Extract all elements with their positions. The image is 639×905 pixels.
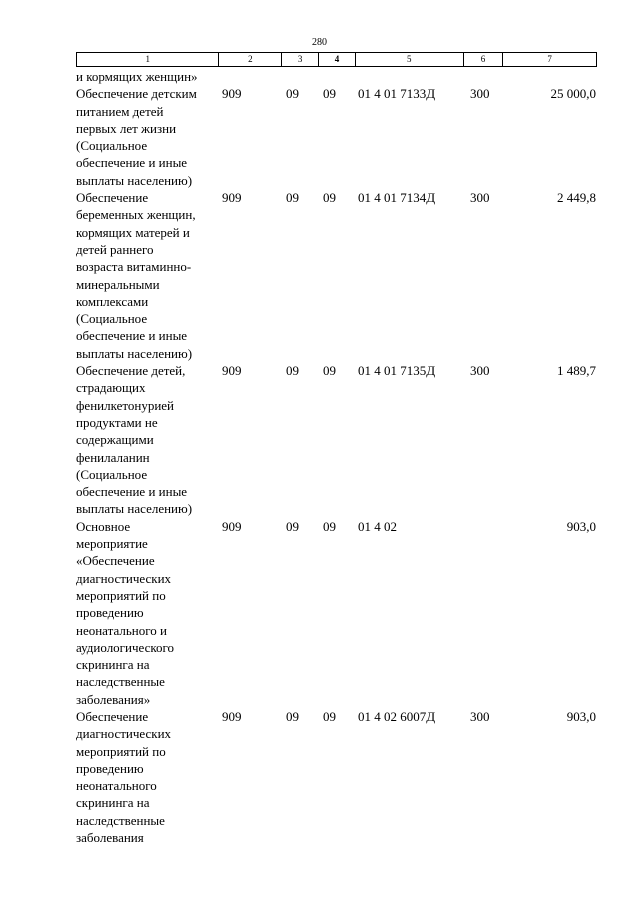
row-target-code: 01 4 01 7135Д bbox=[358, 363, 436, 379]
row-description: Обеспечение детским питанием детей первых лет жизни (Социальное обеспечение и иные выплаты населению) bbox=[76, 86, 197, 188]
row-kind-code: 300 bbox=[470, 190, 490, 206]
row-amount: 903,0 bbox=[566, 708, 596, 724]
table-header bbox=[76, 52, 597, 67]
row-section-code: 09 bbox=[286, 363, 299, 379]
table-body bbox=[76, 68, 597, 846]
table-row bbox=[76, 362, 597, 518]
row-kind-code bbox=[464, 518, 504, 708]
row-description: Обеспечение диагностических мероприятий по проведению неонатального скрининга на наследственные заболевания bbox=[76, 708, 172, 846]
header-col-3: 3 bbox=[282, 53, 319, 66]
row-subsection-code: 09 bbox=[323, 86, 336, 102]
row-ministry-code: 909 bbox=[222, 86, 242, 102]
header-col-1: 1 bbox=[77, 53, 219, 66]
continuation-row bbox=[76, 68, 597, 85]
row-section-code: 09 bbox=[286, 86, 299, 102]
row-description: Обеспечение берeменных женщин, кормящих матерей и детей раннего возраста витаминно- минеральными комплексами (Социальное обеспечение и иные выплаты населению) bbox=[76, 190, 196, 361]
header-col-4: 4 bbox=[319, 53, 356, 66]
row-subsection-code: 09 bbox=[323, 363, 336, 379]
row-description: Основное мероприятие «Обеспечение диагностических мероприятий по проведению неонатального и аудиологического скрининга на наследственные заболевания» bbox=[76, 518, 175, 707]
table-row bbox=[76, 518, 597, 708]
row-section-code: 09 bbox=[286, 190, 299, 206]
row-kind-code: 300 bbox=[470, 86, 490, 102]
table-row bbox=[76, 708, 597, 846]
table-row bbox=[76, 189, 597, 362]
row-ministry-code: 909 bbox=[222, 518, 242, 534]
page-number: 280 bbox=[312, 37, 327, 48]
row-subsection-code: 09 bbox=[323, 190, 336, 206]
row-ministry-code: 909 bbox=[222, 708, 242, 724]
header-col-6: 6 bbox=[464, 53, 504, 66]
row-subsection-code: 09 bbox=[323, 708, 336, 724]
row-section-code: 09 bbox=[286, 708, 299, 724]
row-amount: 903,0 bbox=[566, 518, 596, 534]
row-amount: 25 000,0 bbox=[550, 86, 596, 102]
table-row bbox=[76, 85, 597, 189]
row-kind-code: 300 bbox=[470, 363, 490, 379]
header-col-5: 5 bbox=[356, 53, 464, 66]
row-section-code: 09 bbox=[286, 518, 299, 534]
row-target-code: 01 4 02 bbox=[358, 518, 397, 534]
row-target-code: 01 4 01 7133Д bbox=[358, 86, 436, 102]
row-subsection-code: 09 bbox=[323, 518, 336, 534]
row-amount: 2 449,8 bbox=[557, 190, 596, 206]
row-ministry-code: 909 bbox=[222, 363, 242, 379]
row-description: Обеспечение детей, страдающих фенилкетонурией продуктами не содержащими фенилаланин (Социальное обеспечение и иные выплаты населению) bbox=[76, 363, 193, 517]
row-target-code: 01 4 02 6007Д bbox=[358, 708, 436, 724]
row-kind-code: 300 bbox=[470, 708, 490, 724]
row-ministry-code: 909 bbox=[222, 190, 242, 206]
row-amount: 1 489,7 bbox=[557, 363, 596, 379]
row-target-code: 01 4 01 7134Д bbox=[358, 190, 436, 206]
header-col-7: 7 bbox=[547, 54, 552, 64]
header-col-2: 2 bbox=[219, 53, 282, 66]
continuation-text: и кормящих женщин» bbox=[76, 69, 198, 84]
